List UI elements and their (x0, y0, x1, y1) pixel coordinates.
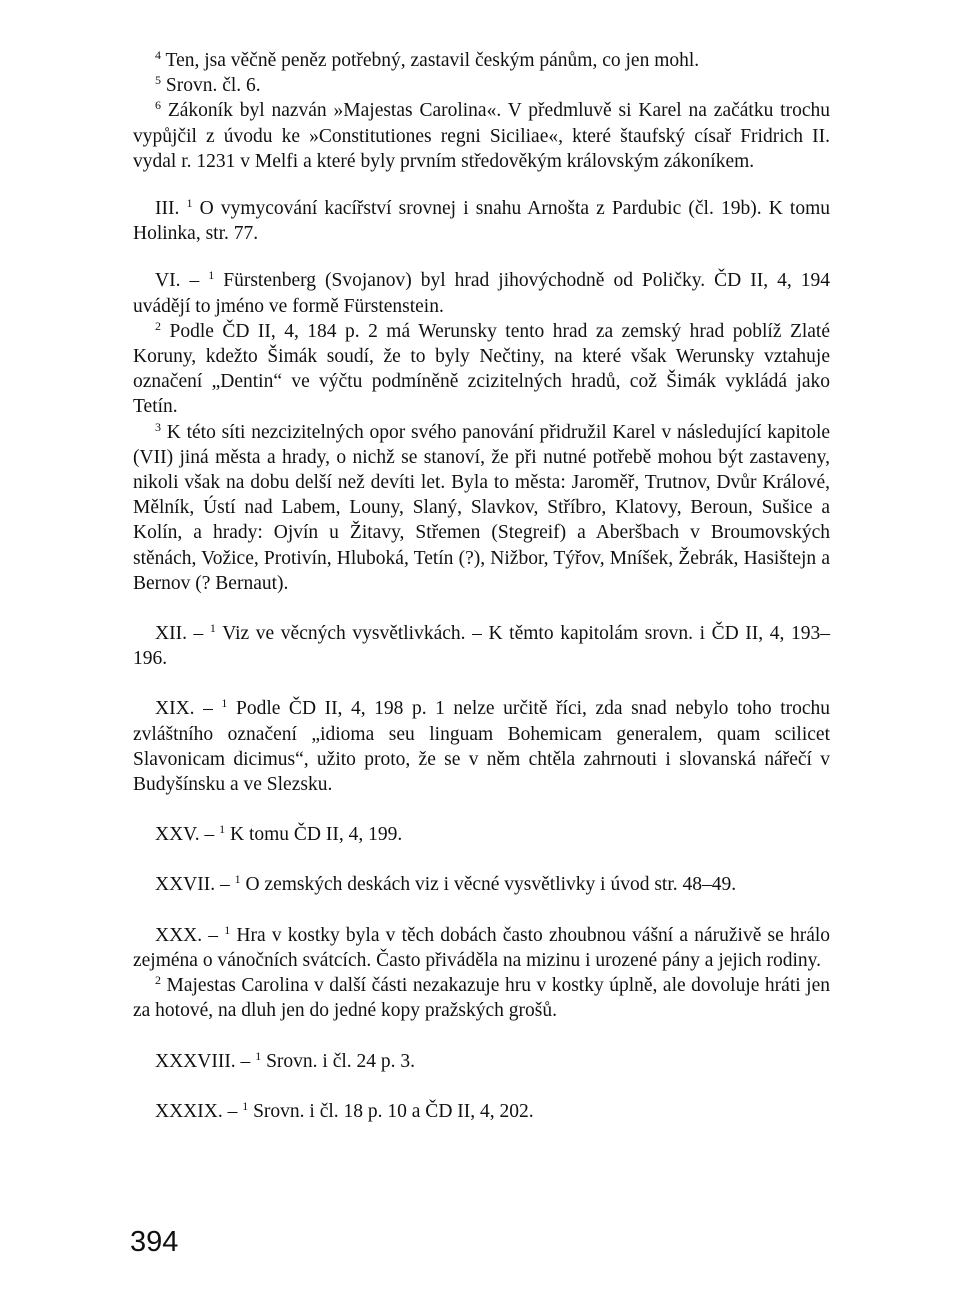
footnote-marker: 1 (186, 196, 193, 211)
footnote-text: Fürstenberg (Svojanov) byl hrad jihovýchodně od Poličky. ČD II, 4, 194 uvádějí to jméno ve formě Fürstenstein. (133, 270, 831, 317)
section-xxvii-note-1 (133, 872, 830, 897)
footnote-text: O vymycování kacířství srovnej i snahu Arnošta z Pardubic (čl. 19b). K tomu Holinka, str. 77. (133, 198, 831, 245)
footnote-text: Podle ČD II, 4, 184 p. 2 má Werunsky tento hrad za zemský hrad poblíž Zlaté Koruny, kdežto Šimák soudí, že to byly Nečtiny, na které však Werunsky vztahuje označení „Dentin“ ve výčtu podmíněně zcizitelných hradů, což Šimák vykládá jako Tetín. (133, 320, 830, 418)
footnote-text: Srovn. i čl. 24 p. 3. (266, 1050, 416, 1072)
section-vi-note-1 (133, 268, 830, 318)
footnote-marker: 4 (155, 48, 161, 62)
section-heading: VI. – (155, 270, 200, 292)
section-xxx-note-1 (133, 923, 830, 973)
footnote-4 (133, 48, 830, 73)
section-heading: XXVII. – (155, 874, 230, 896)
footnote-marker: 2 (155, 973, 161, 988)
footnote-text: Viz ve věcných vysvětlivkách. – K těmto kapitolám srovn. i ČD II, 4, 193–196. (133, 623, 831, 670)
footnote-6 (133, 98, 830, 174)
footnote-marker: 1 (219, 822, 226, 837)
footnote-text: Ten, jsa věčně peněz potřebný, zastavil českým pánům, co jen mohl. (165, 50, 700, 71)
footnote-text: Zákoník byl nazván »Majestas Carolina«. V předmluvě si Karel na začátku trochu vypůjčil z úvodu ke »Constitutiones regni Siciliae«, které štaufský císař Fridrich II. vydal r. 1231 v Melfi a které byly prvním středověkým královským zákoníkem. (133, 100, 831, 172)
footnote-text: Srovn. čl. 6. (165, 75, 261, 97)
footnote-5 (133, 73, 830, 98)
footnote-marker: 1 (224, 922, 231, 937)
footnote-text: Majestas Carolina v další části nezakazuje hru v kostky úplně, ale dovoluje hráti jen za hotové, na dluh jen do jedné kopy pražských grošů. (133, 975, 830, 1022)
section-heading: XXV. – (155, 824, 215, 846)
section-heading: XXXVIII. – (155, 1050, 251, 1072)
section-heading: XII. – (155, 623, 204, 645)
section-xxxviii-note-1 (133, 1049, 830, 1074)
footnote-marker: 2 (155, 318, 161, 333)
section-heading: III. (155, 198, 180, 220)
section-xxx-note-2 (133, 973, 830, 1023)
footnote-text: Srovn. i čl. 18 p. 10 a ČD II, 4, 202. (253, 1100, 534, 1122)
section-xxxix-note-1 (133, 1099, 830, 1124)
footnote-text: O zemských deskách viz i věcné vysvětlivky i úvod str. 48–49. (245, 874, 737, 896)
footnote-text: Hra v kostky byla v těch dobách často zhoubnou vášní a náruživě se hrálo zejména o vánočních svátcích. Často přiváděla na mizinu i urozené pány a jejich rodiny. (133, 924, 831, 971)
section-iii-note-1 (133, 196, 830, 246)
footnote-marker: 1 (208, 268, 215, 283)
footnote-text: K tomu ČD II, 4, 199. (229, 824, 403, 846)
footnote-text: K této síti nezcizitelných opor svého panování přidružil Karel v následující kapitole (VII) jiná města a hrady, o nichž se stanoví, že při nutné potřebě mohou být zastaveny, nikoli však na dobu delší než devíti let. Byla to města: Jaroměř, Trutnov, Dvůr Králové, Mělník, Ústí nad Labem, Louny, Slaný, Slavkov, Stříbro, Klatovy, Beroun, Sušice a Kolín, a hrady: Ojvín u Žitavy, Střemen (Stegreif) a Aberšbach v Broumovských stěnách, Vožice, Protivín, Hluboká, Tetín (?), Nižbor, Týřov, Mníšek, Žebrák, Hasištejn a Bernov (? Bernaut). (133, 421, 831, 594)
section-heading: XXX. – (155, 924, 219, 946)
section-xix-note-1 (133, 696, 830, 797)
page-body (133, 48, 830, 1124)
footnote-text: Podle ČD II, 4, 198 p. 1 nelze určitě říci, zda snad nebylo toho trochu zvláštního označení „idioma seu linguam Bohemicam generalem, quam scilicet Slavonicam dicimus“, užito proto, že se v něm chtěla zahrnouti i slovanská nářečí v Budyšínsku a ve Slezsku. (133, 698, 831, 796)
footnote-marker: 1 (221, 696, 228, 711)
section-vi-note-2 (133, 319, 830, 420)
section-heading: XIX. – (155, 698, 213, 720)
page-number: 394 (130, 1226, 179, 1258)
footnote-marker: 1 (255, 1048, 262, 1063)
footnote-marker: 5 (155, 73, 161, 88)
footnote-marker: 1 (209, 621, 216, 636)
footnote-marker: 3 (155, 419, 161, 434)
section-xxv-note-1 (133, 822, 830, 847)
footnote-marker: 1 (234, 872, 241, 887)
section-xii-note-1 (133, 621, 830, 671)
section-vi-note-3 (133, 420, 830, 596)
footnote-marker: 6 (155, 98, 161, 113)
section-heading: XXXIX. – (155, 1100, 238, 1122)
footnote-marker: 1 (242, 1098, 249, 1113)
